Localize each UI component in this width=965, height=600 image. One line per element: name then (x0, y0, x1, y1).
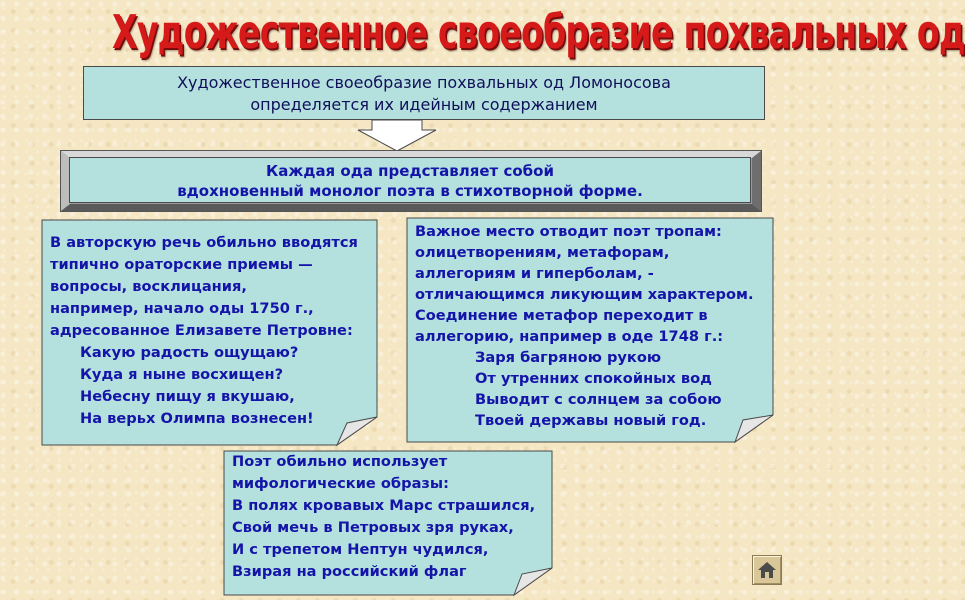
tropes-line-4: отличающимся ликующим характером. (415, 286, 754, 303)
oratory-note (42, 220, 377, 445)
monologue-line-1: Каждая ода представляет собой (266, 162, 554, 180)
tropes-line-6: аллегорию, например в оде 1748 г.: (415, 328, 724, 345)
home-icon (757, 560, 777, 580)
oratory-verse-4: На верьх Олимпа вознесен! (80, 410, 314, 427)
mythology-line-3: В полях кровавых Марс страшился, (232, 497, 536, 514)
oratory-verse-2: Куда я ныне восхищен? (80, 366, 284, 383)
intro-box (83, 66, 765, 120)
tropes-note (407, 218, 773, 442)
oratory-line-5: адресованное Елизавете Петровне: (50, 322, 353, 339)
oratory-line-1: В авторскую речь обильно вводятся (50, 234, 358, 251)
monologue-line-2: вдохновенный монолог поэта в стихотворной форме. (177, 182, 643, 200)
tropes-line-3: аллегориям и гиперболам, - (415, 265, 654, 282)
mythology-line-2: мифологические образы: (232, 475, 449, 492)
tropes-verse-4: Твоей державы новый год. (475, 412, 707, 429)
oratory-line-3: вопросы, восклицания, (50, 278, 247, 295)
mythology-line-6: Взирая на российский флаг (232, 563, 467, 580)
oratory-line-4: например, начало оды 1750 г., (50, 300, 314, 317)
monologue-box (69, 157, 751, 203)
tropes-verse-3: Выводит с солнцем за собою (475, 391, 722, 408)
tropes-verse-1: Заря багряною рукою (475, 349, 662, 366)
mythology-line-4: Свой мечь в Петровых зря руках, (232, 519, 514, 536)
tropes-verse-2: От утренних спокойных вод (475, 370, 712, 387)
intro-line-1: Художественное своеобразие похвальных од Ломоносова (177, 73, 671, 92)
tropes-line-1: Важное место отводит поэт тропам: (415, 223, 722, 240)
tropes-line-2: олицетворениям, метафорам, (415, 244, 670, 261)
tropes-line-5: Соединение метафор переходит в (415, 307, 708, 324)
mythology-line-5: И с трепетом Нептун чудился, (232, 541, 489, 558)
mythology-line-1: Поэт обильно использует (232, 453, 448, 470)
down-arrow-icon (352, 120, 442, 152)
oratory-verse-3: Небесну пищу я вкушаю, (80, 388, 295, 405)
home-button[interactable] (752, 555, 782, 585)
mythology-note (224, 451, 552, 595)
oratory-line-2: типично ораторские приемы — (50, 256, 313, 273)
oratory-verse-1: Какую радость ощущаю? (80, 344, 299, 361)
intro-line-2: определяется их идейным содержанием (250, 95, 598, 114)
slide-title: Художественное своеобразие похвальных од (112, 5, 965, 59)
